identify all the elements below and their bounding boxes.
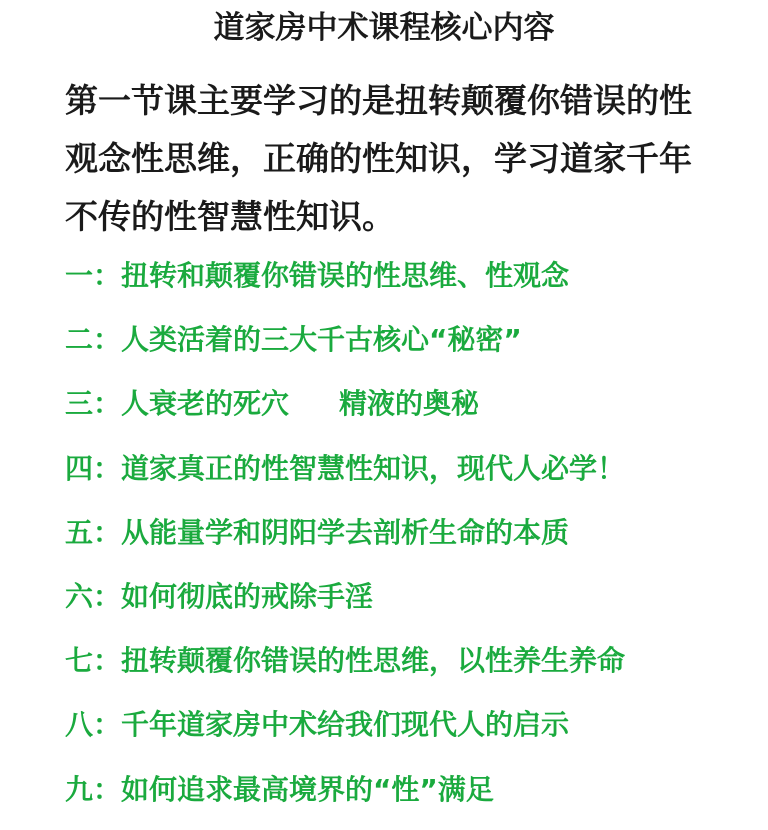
list-item-label: 八：千年道家房中术给我们现代人的启示 <box>65 708 570 742</box>
list-item <box>65 509 745 573</box>
list-item <box>65 252 745 316</box>
list-item-label: 三：人衰老的死穴 <box>65 387 290 421</box>
list-item <box>65 637 745 701</box>
list-item-label: 二：人类活着的三大千古核心“秘密” <box>65 323 522 357</box>
list-item-label: 五：从能量学和阴阳学去剖析生命的本质 <box>65 515 570 549</box>
list-item <box>65 766 745 830</box>
list-item-label: 四：道家真正的性智慧性知识，现代人必学！ <box>65 451 626 485</box>
intro-paragraph: 第一节课主要学习的是扭转颠覆你错误的性观念性思维，正确的性知识，学习道家千年不传的性智慧性知识。 <box>65 81 692 236</box>
page-title: 道家房中术课程核心内容 <box>213 10 555 46</box>
list-item <box>65 380 745 444</box>
list-item <box>65 316 745 380</box>
list-item-label: 一：扭转和颠覆你错误的性思维、性观念 <box>65 259 570 292</box>
list-item <box>65 573 745 637</box>
list-item <box>65 445 745 509</box>
list-item-label: 九：如何追求最高境界的“性”满足 <box>65 772 494 806</box>
list-item-label: 六：如何彻底的戒除手淫 <box>65 579 374 613</box>
list-item-label: 七：扭转颠覆你错误的性思维，以性养生养命 <box>65 644 626 678</box>
list-item-label-secondary: 精液的奥秘 <box>339 387 480 421</box>
list-item <box>65 701 745 765</box>
course-content-list <box>65 252 745 830</box>
